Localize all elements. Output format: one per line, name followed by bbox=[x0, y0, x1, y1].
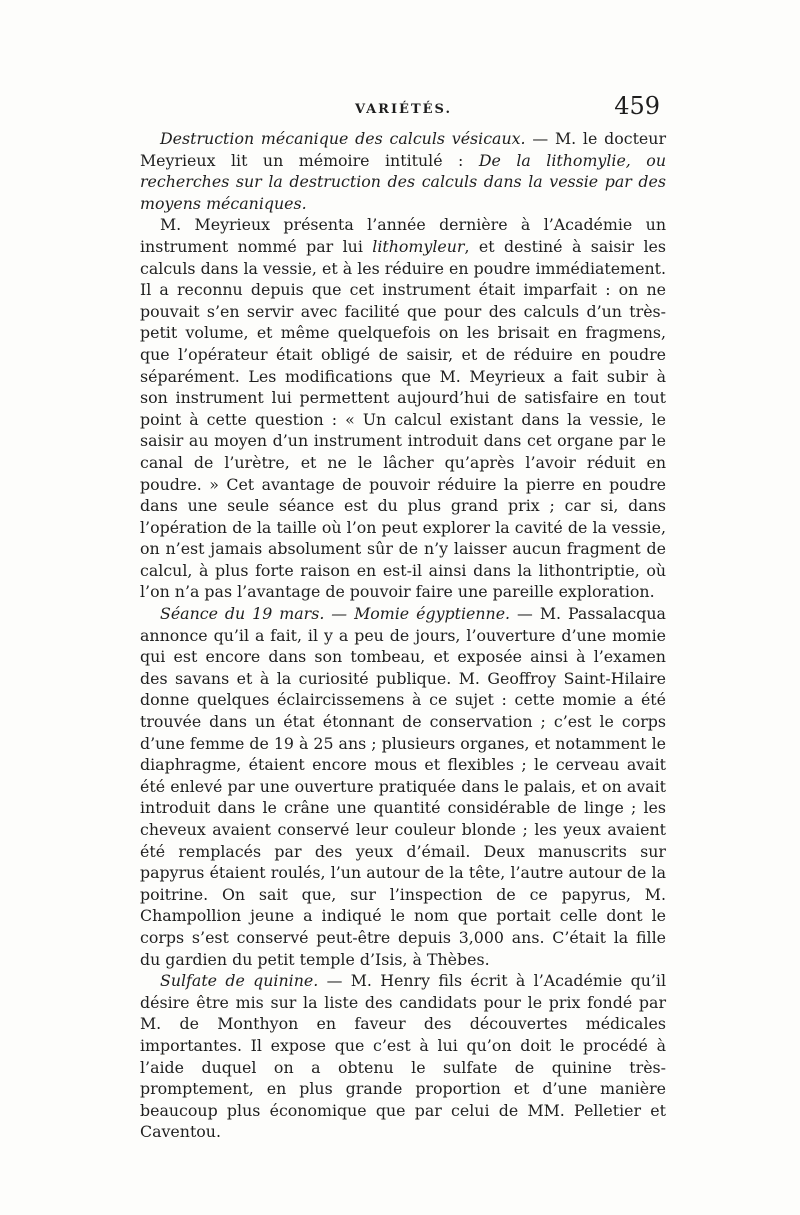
paragraph-text: — M. Passalacqua annonce qu’il a fait, il y a peu de jours, l’ouverture d’une momie qui est encore dans son tombeau, et exposée ainsi à l’examen des savans et à la curiosité publique. M. Geoffroy Saint-Hilaire donne quelques éclaircissemens à ce sujet : cette momie a été trouvée dans un état étonnant de conservation ; c’est le corps d’une femme de 19 à 25 ans ; plusieurs organes, et notamment le diaphragme, étaient encore mous et flexibles ; le cerveau avait été enlevé par une ouverture pratiquée dans le palais, et on avait introduit dans le crâne une quantité considérable de linge ; les cheveux avaient conservé leur couleur blonde ; les yeux avaient été remplacés par des yeux d’émail. Deux manuscrits sur papyrus étaient roulés, l’un autour de la tête, l’autre autour de la poitrine. On sait que, sur l’inspection de ce papyrus, M. Champollion jeune a indiqué le nom que portait celle dont le corps s’est conservé peut-être depuis 3,000 ans. C’était la fille du gardien du petit temple d’Isis, à Thèbes. bbox=[140, 604, 666, 969]
page-header bbox=[140, 92, 660, 126]
paragraph-text: — M. le docteur Meyrieux lit un mémoire intitulé : bbox=[140, 129, 666, 170]
body-text bbox=[140, 128, 666, 1143]
section-heading: Séance du 19 mars. — Momie égyptienne. bbox=[160, 604, 511, 624]
paragraph-momie bbox=[140, 603, 666, 970]
memoir-title: De la lithomylie, ou recherches sur la destruction des calculs dans la vessie par des moyens mécaniques. bbox=[140, 150, 666, 213]
paragraph-instrument bbox=[140, 214, 666, 603]
page-number: 459 bbox=[614, 92, 660, 120]
paragraph-lithomylie bbox=[140, 128, 666, 214]
section-heading: Sulfate de quinine. bbox=[160, 971, 319, 991]
section-heading: Destruction mécanique des calculs vésicaux. bbox=[160, 129, 526, 148]
paragraph-text: , et destiné à saisir les calculs dans la vessie, et à les réduire en poudre immédiatement. Il a reconnu depuis que cet instrument était imparfait : on ne pouvait s’en servir avec facilité que pour des calculs d’un très-petit volume, et même quelquefois on les brisait en fragmens, que l’opérateur était obligé de saisir, et de réduire en poudre séparément. Les modifications que M. Meyrieux a fait subir à son instrument lui permettent aujourd’hui de satisfaire en tout point à cette question : « Un calcul existant dans la vessie, le saisir au moyen d’un instrument introduit dans cet organe par le canal de l’urètre, et ne le lâcher qu’après l’avoir réduit en poudre. » Cet avantage de pouvoir réduire la pierre en poudre dans une seule séance est du plus grand prix ; car si, dans l’opération de la taille où l’on peut explorer la cavité de la vessie, on n’est jamais absolument sûr de n’y laisser aucun fragment de calcul, à plus forte raison en est-il ainsi dans la lithontriptie, où l’on n’a pas l’avantage de pouvoir faire une pareille exploration. bbox=[140, 236, 666, 602]
paragraph-text: M. Meyrieux présenta l’année dernière à l’Académie un instrument nommé par lui bbox=[140, 215, 666, 256]
paragraph-text: — M. Henry fils écrit à l’Académie qu’il désire être mis sur la liste des candidats pour le prix fondé par M. de Monthyon en faveur des découvertes médicales importantes. Il expose que c’est à lui qu’on doit le procédé à l’aide duquel on a obtenu le sulfate de quinine très-promptement, en plus grande proportion et d’une manière beaucoup plus économique que par celui de MM. Pelletier et Caventou. bbox=[140, 971, 667, 1142]
paragraph-quinine bbox=[140, 970, 666, 1143]
instrument-name: lithomyleur bbox=[372, 236, 465, 256]
running-head: VARIÉTÉS. bbox=[355, 102, 452, 117]
